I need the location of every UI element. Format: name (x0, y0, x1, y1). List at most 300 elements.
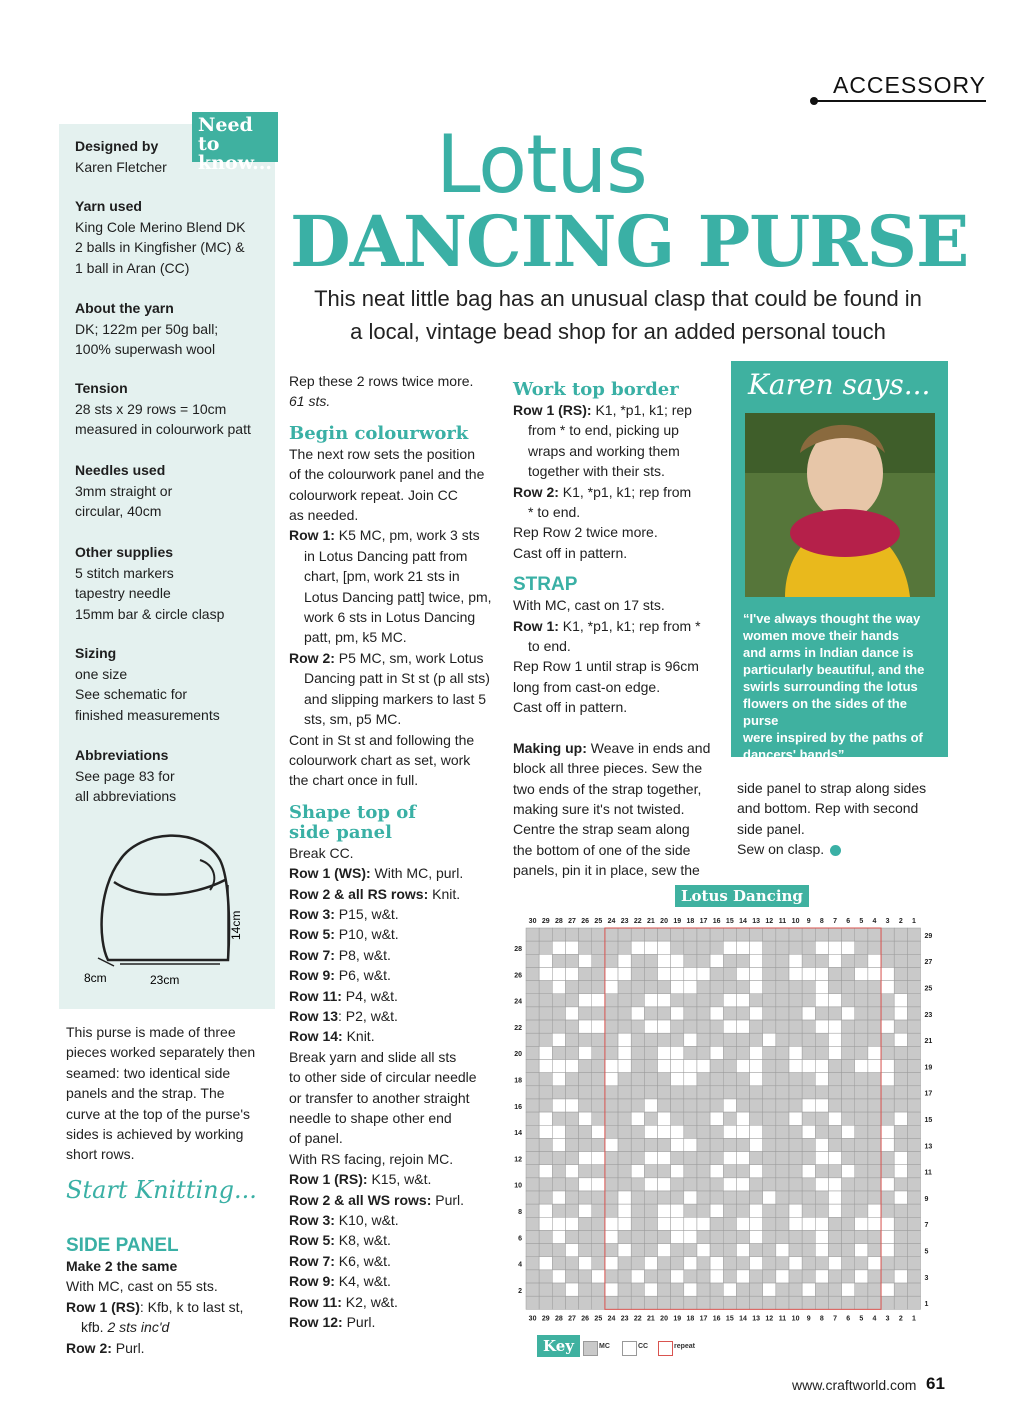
chart-cell (684, 1138, 697, 1151)
chart-cell (736, 1283, 749, 1296)
chart-cell (565, 1112, 578, 1125)
column-number: 8 (819, 1315, 824, 1323)
row-line (289, 1292, 504, 1312)
chart-cell (631, 1033, 644, 1046)
chart-cell (815, 1217, 828, 1230)
row-line (289, 1230, 504, 1250)
chart-cell (894, 1125, 907, 1138)
chart-cell (894, 1086, 907, 1099)
chart-cell (579, 1060, 592, 1073)
row-label: Row 9: (289, 967, 335, 984)
chart-cell (894, 1020, 907, 1033)
chart-cell (565, 1033, 578, 1046)
column-number: 1 (911, 1315, 916, 1323)
chart-cell (579, 1283, 592, 1296)
column-number: 29 (541, 918, 550, 925)
chart-cell (565, 1257, 578, 1270)
chart-cell (723, 1204, 736, 1217)
chart-cell (618, 994, 631, 1007)
chart-cell (907, 981, 920, 994)
row-text: P15, w&t. (334, 905, 399, 922)
row-text: P10, w&t. (334, 926, 399, 943)
row-number-left: 28 (514, 946, 522, 954)
chart-cell (815, 1125, 828, 1138)
quote-line: dancers' hands” (743, 747, 845, 762)
chart-cell (658, 994, 671, 1007)
chart-cell (539, 1283, 552, 1296)
chart-cell (881, 1204, 894, 1217)
column-3 (513, 368, 723, 881)
chart-cell (776, 1138, 789, 1151)
chart-cell (776, 1178, 789, 1191)
chart-cell (526, 1152, 539, 1165)
chart-cell (552, 1244, 565, 1257)
chart-cell (605, 1125, 618, 1138)
chart-cell (802, 1191, 815, 1204)
chart-cell (828, 1178, 841, 1191)
chart-cell (776, 1086, 789, 1099)
chart-cell (684, 1060, 697, 1073)
row-number-left: 20 (514, 1051, 522, 1059)
chart-cell (579, 994, 592, 1007)
row-label: Making up: (513, 739, 587, 756)
row-label: Row 2: (513, 483, 559, 500)
row-cont: Lotus Dancing patt] twice, pm, (304, 588, 492, 605)
chart-cell (855, 1244, 868, 1257)
chart-cell (565, 941, 578, 954)
row2-line (289, 648, 504, 668)
column-number: 14 (739, 918, 747, 925)
chart-cell (579, 1257, 592, 1270)
row-text: P4, w&t. (341, 987, 398, 1004)
chart-cell (828, 1244, 841, 1257)
chart-cell (658, 1244, 671, 1257)
chart-cell (842, 941, 855, 954)
depth-label: 8cm (84, 971, 107, 985)
sidebar-item-line: tapestry needle (75, 585, 171, 601)
chart-cell (710, 994, 723, 1007)
chart-cell (828, 1165, 841, 1178)
chart-cell (618, 1178, 631, 1191)
chart-cell (907, 928, 920, 941)
chart-cell (763, 967, 776, 980)
chart-cell (855, 1086, 868, 1099)
chart-cell (763, 1112, 776, 1125)
chart-cell (776, 1033, 789, 1046)
chart-cell (631, 1283, 644, 1296)
column-number: 18 (686, 1315, 695, 1323)
chart-cell (763, 1296, 776, 1309)
chart-cell (565, 1060, 578, 1073)
chart-cell (750, 1257, 763, 1270)
chart-cell (565, 1178, 578, 1191)
column-number: 25 (594, 918, 603, 925)
chart-cell (894, 1152, 907, 1165)
row-cont: sts, sm, p5 MC. (304, 711, 402, 728)
chart-cell (828, 967, 841, 980)
chart-cell (684, 1007, 697, 1020)
chart-cell (855, 1112, 868, 1125)
row-line (289, 1026, 504, 1046)
quote-line: particularly beautiful, and the (743, 662, 925, 677)
chart-cell (526, 1099, 539, 1112)
chart-cell (868, 1073, 881, 1086)
chart-cell (868, 1020, 881, 1033)
chart-cell (828, 1060, 841, 1073)
chart-cell (802, 1178, 815, 1191)
width-label: 23cm (150, 973, 180, 987)
chart-cell (552, 967, 565, 980)
making-up-line (513, 738, 723, 758)
chart-cell (605, 1007, 618, 1020)
chart-cell (605, 1165, 618, 1178)
chart-cell (631, 1007, 644, 1020)
chart-cell (750, 1046, 763, 1059)
chart-cell (776, 1099, 789, 1112)
chart-cell (723, 954, 736, 967)
chart-cell (605, 954, 618, 967)
chart-cell (658, 981, 671, 994)
chart-cell (789, 1152, 802, 1165)
chart-cell (697, 1099, 710, 1112)
chart-cell (565, 1217, 578, 1230)
chart-cell (894, 1073, 907, 1086)
chart-cell (710, 1112, 723, 1125)
sidebar-item-line: See page 83 for (75, 767, 175, 784)
chart-cell (658, 1099, 671, 1112)
break-line: Break CC. (289, 844, 354, 861)
chart-cell (789, 928, 802, 941)
footer-url[interactable]: www.craftworld.com (792, 1377, 917, 1393)
chart-cell (855, 1283, 868, 1296)
chart-cell (710, 1165, 723, 1178)
chart-cell (842, 981, 855, 994)
chart-cell (881, 1270, 894, 1283)
row1-line (513, 400, 723, 420)
chart-cell (881, 1007, 894, 1020)
karen-quote (743, 610, 938, 763)
chart-cell (697, 981, 710, 994)
badge-line: know... (198, 152, 272, 174)
chart-cell (579, 1191, 592, 1204)
chart-cell (579, 1033, 592, 1046)
key-label: Key (537, 1335, 580, 1357)
chart-cell (605, 981, 618, 994)
chart-cell (671, 1217, 684, 1230)
chart-cell (710, 1230, 723, 1243)
chart-cell (592, 1270, 605, 1283)
chart-cell (592, 941, 605, 954)
text-line: With MC, cast on 17 sts. (513, 597, 665, 614)
chart-cell (526, 1112, 539, 1125)
chart-cell (776, 1007, 789, 1020)
chart-cell (776, 1257, 789, 1270)
chart-cell (802, 1244, 815, 1257)
chart-cell (907, 1138, 920, 1151)
chart-cell (894, 1296, 907, 1309)
chart-cell (842, 1046, 855, 1059)
chart-cell (723, 928, 736, 941)
chart-cell (736, 1257, 749, 1270)
chart-cell (710, 928, 723, 941)
chart-cell (565, 1007, 578, 1020)
chart-cell (644, 1257, 657, 1270)
section-rule (814, 100, 986, 102)
chart-cell (842, 928, 855, 941)
chart-cell (592, 1112, 605, 1125)
chart-cell (671, 1152, 684, 1165)
chart-cell (750, 1178, 763, 1191)
chart-cell (552, 1296, 565, 1309)
chart-cell (684, 1046, 697, 1059)
chart-cell (802, 1033, 815, 1046)
chart-cell (697, 1007, 710, 1020)
chart-cell (894, 1112, 907, 1125)
chart-cell (855, 1138, 868, 1151)
chart-cell (763, 994, 776, 1007)
chart-cell (881, 1244, 894, 1257)
chart-cell (592, 1165, 605, 1178)
chart-cell (526, 1138, 539, 1151)
chart-cell (868, 1099, 881, 1112)
height-label: 14cm (229, 910, 243, 940)
chart-cell (802, 1270, 815, 1283)
row-label: Row 1 (RS): (289, 1171, 368, 1188)
chart-cell (907, 1046, 920, 1059)
chart-cell (723, 981, 736, 994)
chart-cell (710, 1046, 723, 1059)
chart-cell (658, 941, 671, 954)
chart-cell (750, 1099, 763, 1112)
chart-cell (631, 1178, 644, 1191)
chart-cell (618, 1257, 631, 1270)
text-line: panels, pin it in place, sew the (513, 862, 700, 879)
chart-cell (658, 1178, 671, 1191)
chart-cell (565, 1086, 578, 1099)
text-line: the chart once in full. (289, 772, 419, 789)
chart-cell (723, 1217, 736, 1230)
chart-cell (605, 1020, 618, 1033)
chart-cell (723, 994, 736, 1007)
sidebar-item-label: Needles used (75, 462, 166, 478)
chart-cell (815, 994, 828, 1007)
chart-cell (684, 1217, 697, 1230)
chart-cell (736, 994, 749, 1007)
chart-cell (552, 1165, 565, 1178)
column-number: 9 (806, 1315, 811, 1323)
sidebar-item-line: King Cole Merino Blend DK (75, 218, 246, 235)
chart-cell (710, 1060, 723, 1073)
col1-intro (66, 1022, 266, 1165)
chart-cell (763, 1244, 776, 1257)
chart-cell (842, 1152, 855, 1165)
chart-cell (855, 1125, 868, 1138)
row-text: P5 MC, sm, work Lotus (334, 649, 484, 666)
chart-cell (802, 1060, 815, 1073)
text-line: and bottom. Rep with second (737, 800, 919, 817)
chart-cell (855, 1178, 868, 1191)
chart-cell (894, 1191, 907, 1204)
chart-cell (644, 1125, 657, 1138)
chart-cell (526, 1125, 539, 1138)
chart-cell (723, 1046, 736, 1059)
chart-cell (789, 1191, 802, 1204)
title-main: DANCING PURSE (290, 200, 969, 283)
text-line: of panel. (289, 1130, 343, 1147)
chart-cell (750, 1060, 763, 1073)
chart-cell (881, 1217, 894, 1230)
chart-cell (684, 981, 697, 994)
chart-cell (618, 1138, 631, 1151)
chart-cell (552, 1033, 565, 1046)
chart-cell (842, 1244, 855, 1257)
chart-cell (723, 1138, 736, 1151)
chart-cell (618, 1191, 631, 1204)
column-number: 8 (819, 918, 824, 925)
key-repeat-swatch (658, 1341, 673, 1356)
chart-cell (565, 994, 578, 1007)
chart-cell (697, 1033, 710, 1046)
chart-cell (750, 967, 763, 980)
chart-cell (842, 967, 855, 980)
chart-cell (894, 1060, 907, 1073)
row-text: : P2, w&t. (338, 1007, 398, 1024)
chart-cell (631, 1165, 644, 1178)
chart-cell (736, 1230, 749, 1243)
chart-cell (855, 941, 868, 954)
chart-cell (776, 1125, 789, 1138)
column-number: 20 (660, 1315, 668, 1323)
intro-line: curve at the top of the purse's (66, 1105, 251, 1122)
chart-cell (697, 1178, 710, 1191)
chart-cell (605, 1270, 618, 1283)
chart-cell (802, 1046, 815, 1059)
chart-cell (868, 1283, 881, 1296)
chart-cell (789, 981, 802, 994)
intro-line: short rows. (66, 1146, 135, 1163)
chart-cell (750, 1283, 763, 1296)
chart-cell (736, 954, 749, 967)
chart-cell (526, 1073, 539, 1086)
chart-cell (789, 1125, 802, 1138)
chart-cell (631, 1257, 644, 1270)
chart-cell (842, 1099, 855, 1112)
chart-cell (618, 967, 631, 980)
text-line: block all three pieces. Sew the (513, 760, 703, 777)
chart-cell (697, 1270, 710, 1283)
row-number-left: 2 (518, 1287, 522, 1295)
chart-cell (842, 1296, 855, 1309)
chart-cell (855, 1191, 868, 1204)
chart-cell (750, 1033, 763, 1046)
photo-karen (745, 413, 935, 597)
chart-cell (736, 1112, 749, 1125)
column-number: 7 (833, 1315, 837, 1323)
column-number: 2 (898, 1315, 903, 1323)
chart-cell (815, 1060, 828, 1073)
chart-cell (552, 1217, 565, 1230)
chart-cell (592, 1138, 605, 1151)
chart-cell (855, 1296, 868, 1309)
chart-cell (894, 981, 907, 994)
sidebar-item-line: 3mm straight or (75, 482, 173, 499)
row1-line (513, 616, 723, 636)
chart-cell (618, 1073, 631, 1086)
chart-cell (592, 1257, 605, 1270)
chart-cell (671, 1230, 684, 1243)
chart-cell (894, 1217, 907, 1230)
chart-cell (671, 1086, 684, 1099)
chart-cell (802, 967, 815, 980)
chart-cell (789, 1099, 802, 1112)
chart-cell (710, 941, 723, 954)
chart-cell (842, 1138, 855, 1151)
chart-cell (579, 1152, 592, 1165)
chart-cell (894, 1138, 907, 1151)
chart-cell (605, 1152, 618, 1165)
chart-cell (631, 1270, 644, 1283)
chart-cell (855, 967, 868, 980)
row-cont: together with their sts. (528, 463, 665, 480)
quote-line: flowers on the sides of the purse (743, 696, 907, 728)
row-number-left: 4 (518, 1261, 522, 1269)
sidebar-item (75, 745, 176, 807)
chart-cell (539, 1191, 552, 1204)
column-number: 11 (778, 1315, 787, 1323)
chart-cell (789, 1020, 802, 1033)
quote-line: and arms in Indian dance is (743, 645, 914, 660)
chart-cell (684, 1125, 697, 1138)
chart-cell (618, 1270, 631, 1283)
chart-cell (907, 1270, 920, 1283)
chart-cell (842, 1191, 855, 1204)
chart-cell (539, 1046, 552, 1059)
make-note: Make 2 the same (66, 1258, 178, 1274)
rep-sts (289, 391, 504, 411)
chart-cell (842, 994, 855, 1007)
chart-cell (710, 1020, 723, 1033)
chart-cell (776, 967, 789, 980)
chart-cell (644, 1033, 657, 1046)
chart-cell (789, 1086, 802, 1099)
chart-cell (671, 1178, 684, 1191)
text-line: The next row sets the position (289, 445, 475, 462)
rep-sts-text: 61 sts. (289, 393, 331, 410)
chart-cell (579, 941, 592, 954)
chart-cell (815, 1020, 828, 1033)
chart-cell (618, 954, 631, 967)
chart-cell (776, 928, 789, 941)
chart-cell (539, 1033, 552, 1046)
chart-cell (828, 1007, 841, 1020)
chart-cell (763, 1204, 776, 1217)
chart-cell (815, 981, 828, 994)
row-line (289, 986, 504, 1006)
sidebar-item-label: Yarn used (75, 198, 142, 214)
text-line: Rep Row 2 twice more. (513, 524, 658, 541)
chart-cell (776, 1204, 789, 1217)
chart-cell (618, 928, 631, 941)
chart-cell (907, 1230, 920, 1243)
chart-cell (644, 1270, 657, 1283)
chart-cell (697, 1191, 710, 1204)
chart-cell (539, 1165, 552, 1178)
row-label: Row 7: (289, 1252, 335, 1269)
chart-cell (684, 1283, 697, 1296)
chart-cell (789, 1033, 802, 1046)
intro-text (290, 282, 946, 348)
chart-cell (565, 1191, 578, 1204)
